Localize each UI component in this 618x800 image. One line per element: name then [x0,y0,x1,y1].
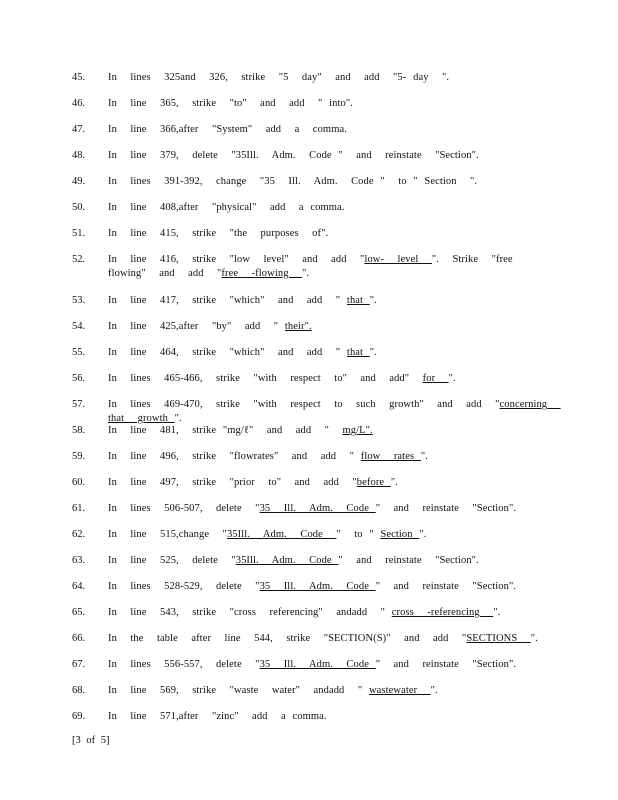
amendment-text [108,658,552,672]
amendment-number: 57. [72,399,86,410]
amendment-item [72,606,552,632]
amendment-text [108,632,552,646]
underlined-insertion: before [356,477,391,488]
amendment-text-segment: In lines 469-470, strike "with respect to such growth" and add " [108,399,500,410]
amendment-text [108,71,552,85]
amendment-text-segment: ". [174,413,182,424]
amendment-text-segment: In the table after line 544, strike "SECTION(S)" and add " [108,633,467,644]
underlined-insertion: 35Ill. Adm. Code [226,529,337,540]
amendment-text-segment: ". [302,268,310,279]
amendment-text-segment: In line 417, strike "which" and add " [108,295,347,306]
underlined-insertion: free -flowing [221,268,302,279]
amendment-text-segment: In line 481, strike "mg/ℓ" and add " [108,425,343,436]
amendment-number: 62. [72,529,86,540]
amendment-text-segment: ". [369,347,377,358]
amendment-text [108,528,552,542]
amendment-text-segment: ". [390,477,399,488]
amendment-text-segment: In line 366,after "System" add a comma. [108,124,347,135]
amendment-text [108,320,552,334]
amendment-number: 46. [72,98,86,109]
amendment-number: 59. [72,451,86,462]
amendment-text-segment: In lines 528-529, delete " [108,581,260,592]
amendment-text-segment: In lines 325and 326, strike "5 day" and add "5- day ". [108,72,450,83]
underlined-insertion: 35 Ill. Adm. Code [259,659,376,670]
amendment-text-segment: In lines 465-466, strike "with respect to" and add" [108,373,423,384]
underlined-insertion: concerning that growth [108,399,561,424]
amendment-item [72,201,552,227]
amendment-item [72,476,552,502]
underlined-insertion: 35 Ill. Adm. Code [259,503,376,514]
amendment-item [72,502,552,528]
underlined-insertion: cross -referencing [391,607,494,618]
amendment-number: 58. [72,425,86,436]
amendment-item [72,253,552,294]
amendment-item [72,632,552,658]
amendment-text [108,502,552,516]
amendment-item [72,123,552,149]
amendment-item [72,450,552,476]
amendment-text-segment: In line 496, strike "flowrates" and add " [108,451,361,462]
amendment-number: 47. [72,124,86,135]
amendment-text-segment: ". [493,607,501,618]
amendment-text [108,684,552,698]
amendment-item [72,372,552,398]
amendment-text-segment: In lines 391-392, change "35 Ill. Adm. Code " to " Section ". [108,176,478,187]
amendment-number: 69. [72,711,86,722]
amendment-number: 66. [72,633,86,644]
amendment-item [72,398,561,424]
amendment-text-segment: In lines 506-507, delete " [108,503,260,514]
amendment-text [108,227,552,241]
underlined-insertion: 35Ill. Adm. Code [235,555,339,566]
amendment-item [72,175,552,201]
amendment-text-segment: ". Strike "free flowing" and add " [108,254,527,279]
amendment-item [72,528,552,554]
amendment-text [108,450,552,464]
amendment-text-segment: In line 464, strike "which" and add " [108,347,347,358]
amendment-number: 68. [72,685,86,696]
amendment-text-segment: ". [530,633,538,644]
amendment-text-segment: In lines 556-557, delete " [108,659,260,670]
amendment-number: 54. [72,321,86,332]
amendment-text-segment: In line 543, strike "cross referencing" andadd " [108,607,392,618]
amendment-text [108,554,552,568]
amendment-item [72,554,552,580]
amendment-text [108,424,552,438]
amendment-text-segment: " and reinstate "Section". [338,555,479,566]
amendment-number: 65. [72,607,86,618]
amendment-text-segment: In line 571,after "zinc" add a comma. [108,711,327,722]
amendment-item [72,658,552,684]
amendment-number: 55. [72,347,86,358]
amendment-text [108,175,552,189]
amendment-text-segment: " and reinstate "Section". [375,503,517,514]
underlined-insertion: flow rates [360,451,421,462]
amendment-item [72,320,552,346]
underlined-insertion: Section [380,529,420,540]
amendment-text-segment: In line 365, strike "to" and add " into". [108,98,353,109]
amendment-item [72,710,552,736]
amendment-text [108,97,552,111]
amendment-text [108,346,552,360]
underlined-insertion: SECTIONS [466,633,531,644]
page-number: [3 of 5] [72,735,110,746]
amendment-text-segment: In line 497, strike "prior to" and add " [108,477,357,488]
underlined-insertion: low- level [364,254,432,265]
underlined-insertion: for [422,373,449,384]
amendment-number: 48. [72,150,86,161]
amendment-text-segment: In line 408,after "physical" add a comma. [108,202,345,213]
amendment-text-segment: In line 525, delete " [108,555,236,566]
amendment-item [72,294,552,320]
amendment-number: 45. [72,72,86,83]
amendment-number: 56. [72,373,86,384]
amendment-text [108,606,552,620]
amendment-text-segment: In line 415, strike "the purposes of". [108,228,329,239]
amendment-text-segment: ". [369,295,377,306]
amendment-number: 49. [72,176,86,187]
amendment-number: 61. [72,503,86,514]
amendment-text-segment: " and reinstate "Section". [375,659,517,670]
amendment-number: 50. [72,202,86,213]
amendment-item [72,71,552,97]
amendment-text-segment: In line 515,change " [108,529,227,540]
amendment-text-segment: ". [448,373,456,384]
amendment-item [72,346,552,372]
underlined-insertion: that [346,295,370,306]
amendment-number: 52. [72,254,86,265]
amendment-item [72,149,552,175]
amendment-item [72,424,552,450]
amendment-text-segment: In line 379, delete "35Ill. Adm. Code " and reinstate "Section". [108,150,479,161]
amendment-text [108,476,552,490]
amendment-text [108,580,552,594]
amendment-number: 67. [72,659,86,670]
amendment-text-segment: ". [430,685,438,696]
amendment-text [108,294,552,308]
amendment-text-segment: In line 416, strike "low level" and add " [108,254,365,265]
underlined-insertion: that [346,347,370,358]
amendment-text [108,398,561,426]
amendment-number: 63. [72,555,86,566]
underlined-insertion: their". [284,321,312,332]
amendment-number: 64. [72,581,86,592]
amendment-text [108,372,552,386]
underlined-insertion: 35 Ill. Adm. Code [259,581,376,592]
amendment-text [108,123,552,137]
amendment-text-segment: In line 569, strike "waste water" andadd " [108,685,369,696]
amendment-text [108,149,552,163]
amendment-list [72,71,561,736]
amendment-number: 53. [72,295,86,306]
underlined-insertion: wastewater [368,685,431,696]
amendment-number: 60. [72,477,86,488]
amendment-text-segment: ". [420,451,428,462]
amendment-text [108,710,552,724]
amendment-number: 51. [72,228,86,239]
amendment-text [108,253,552,281]
amendment-text [108,201,552,215]
amendment-item [72,227,552,253]
amendment-item [72,97,552,123]
amendment-item [72,684,552,710]
amendment-text-segment: ". [419,529,427,540]
amendment-item [72,580,552,606]
amendment-text-segment: " to " [336,529,381,540]
amendment-text-segment: In line 425,after "by" add " [108,321,285,332]
underlined-insertion: mg/L". [342,425,373,436]
amendment-text-segment: " and reinstate "Section". [375,581,517,592]
